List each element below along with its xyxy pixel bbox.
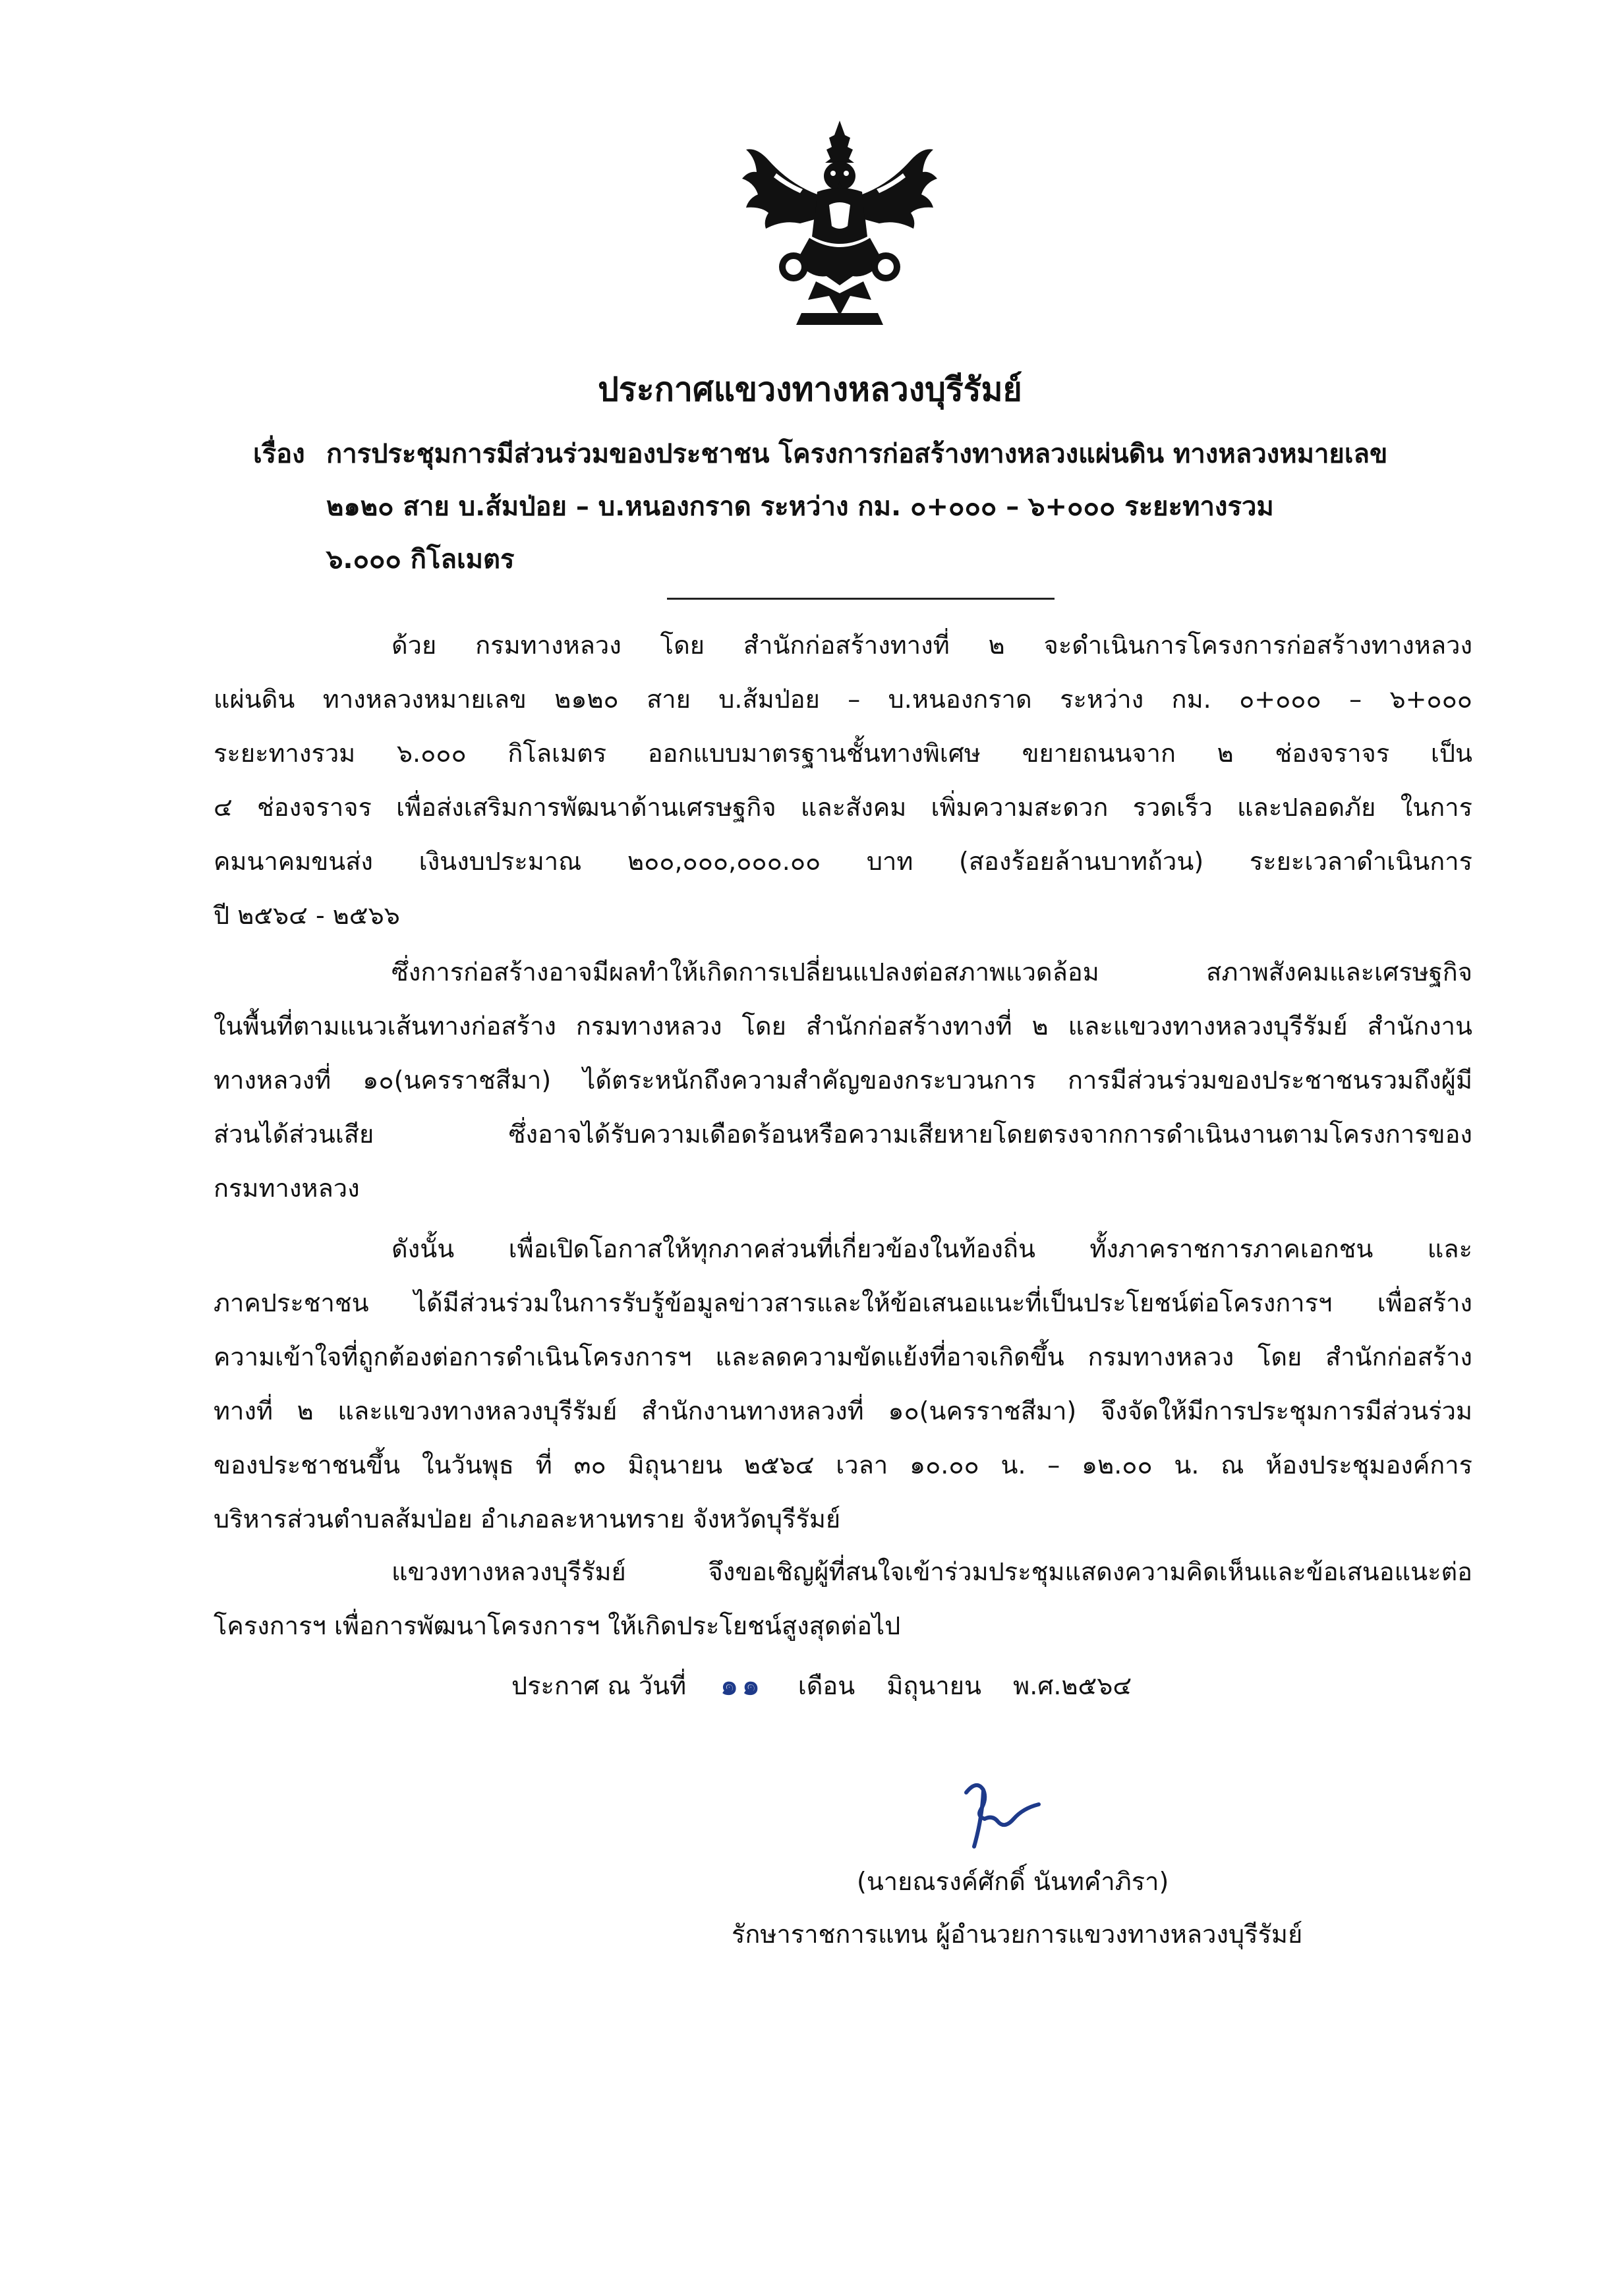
paragraph-line: แขวงทางหลวงบุรีรัมย์ จึงขอเชิญผู้ที่สนใจเข้าร่วมประชุมแสดงความคิดเห็นและข้อเสนอแนะต่อ [391,1557,1472,1586]
paragraph-line: ๔ ช่องจราจร เพื่อส่งเสริมการพัฒนาด้านเศรษฐกิจ และสังคม เพิ่มความสะดวก รวดเร็ว และปลอดภัย ในการ [214,793,1472,822]
announcement-date [511,1662,1132,1709]
divider-line [667,598,1055,600]
paragraph-line: ในพื้นที่ตามแนวเส้นทางก่อสร้าง กรมทางหลวง โดย สำนักก่อสร้างทางที่ ๒ และแขวงทางหลวงบุรีรัมย์ สำนักงาน [214,1012,1472,1041]
signer-title: รักษาราชการแทน ผู้อำนวยการแขวงทางหลวงบุรีรัมย์ [732,1920,1303,1949]
garuda-emblem-icon [737,121,942,330]
handwritten-signature [954,1773,1047,1858]
paragraph-line: คมนาคมขนส่ง เงินงบประมาณ ๒๐๐,๐๐๐,๐๐๐.๐๐ บาท (สองร้อยล้านบาทถ้วน) ระยะเวลาดำเนินการ [214,847,1472,876]
paragraph-line: ซึ่งการก่อสร้างอาจมีผลทำให้เกิดการเปลี่ยนแปลงต่อสภาพแวดล้อม สภาพสังคมและเศรษฐกิจ [391,958,1472,987]
paragraph-line: ด้วย กรมทางหลวง โดย สำนักก่อสร้างทางที่ ๒ จะดำเนินการโครงการก่อสร้างทางหลวง [391,631,1472,660]
paragraph-line: ความเข้าใจที่ถูกต้องต่อการดำเนินโครงการฯ และลดความขัดแย้งที่อาจเกิดขึ้น กรมทางหลวง โดย สำนักก่อสร้าง [214,1342,1472,1371]
subject-label: เรื่อง [253,439,305,469]
paragraph-line: ภาคประชาชน ได้มีส่วนร่วมในการรับรู้ข้อมูลข่าวสารและให้ข้อเสนอแนะที่เป็นประโยชน์ต่อโครงการฯ เพื่อสร้าง [214,1288,1472,1317]
announcement-prefix: ประกาศ ณ วันที่ [511,1671,687,1700]
paragraph-line: บริหารส่วนตำบลส้มป่อย อำเภอละหานทราย จังหวัดบุรีรัมย์ [214,1505,841,1534]
paragraph-line: แผ่นดิน ทางหลวงหมายเลข ๒๑๒๐ สาย บ.ส้มป่อย – บ.หนองกราด ระหว่าง กม. ๐+๐๐๐ – ๖+๐๐๐ [214,685,1472,714]
paragraph-line: ทางหลวงที่ ๑๐(นครราชสีมา) ได้ตระหนักถึงความสำคัญของกระบวนการ การมีส่วนร่วมของประชาชนรวมถึงผู้มี [214,1066,1472,1095]
paragraph-line: กรมทางหลวง [214,1174,360,1203]
paragraph-line: โครงการฯ เพื่อการพัฒนาโครงการฯ ให้เกิดประโยชน์สูงสุดต่อไป [214,1611,901,1640]
subject-line: ๒๑๒๐ สาย บ.ส้มป่อย – บ.หนองกราด ระหว่าง กม. ๐+๐๐๐ – ๖+๐๐๐ ระยะทางรวม [326,492,1274,522]
paragraph-line: ดังนั้น เพื่อเปิดโอกาสให้ทุกภาคส่วนที่เกี่ยวข้องในท้องถิ่น ทั้งภาคราชการภาคเอกชน และ [391,1234,1472,1263]
announcement-year: พ.ศ.๒๕๖๔ [1013,1671,1132,1700]
document-title: ประกาศแขวงทางหลวงบุรีรัมย์ [598,370,1022,409]
paragraph-line: ระยะทางรวม ๖.๐๐๐ กิโลเมตร ออกแบบมาตรฐานชั้นทางพิเศษ ขยายถนนจาก ๒ ช่องจราจร เป็น [214,739,1472,768]
announcement-month: มิถุนายน [886,1671,981,1700]
signer-name: (นายณรงค์ศักดิ์ นันทคำภิรา) [857,1867,1169,1896]
subject-line: การประชุมการมีส่วนร่วมของประชาชน โครงการก่อสร้างทางหลวงแผ่นดิน ทางหลวงหมายเลข [326,439,1388,469]
paragraph-line: ของประชาชนขึ้น ในวันพุธ ที่ ๓๐ มิถุนายน ๒๕๖๔ เวลา ๑๐.๐๐ น. – ๑๒.๐๐ น. ณ ห้องประชุมองค์การ [214,1450,1472,1479]
announcement-day: ๑๑ [720,1669,764,1701]
paragraph-line: ส่วนได้ส่วนเสีย ซึ่งอาจได้รับความเดือดร้อนหรือความเสียหายโดยตรงจากการดำเนินงานตามโครงการของ [214,1120,1472,1149]
paragraph-line: ปี ๒๕๖๔ - ๒๕๖๖ [214,901,400,930]
announcement-month-label: เดือน [797,1671,855,1700]
subject-line: ๖.๐๐๐ กิโลเมตร [326,544,515,575]
paragraph-line: ทางที่ ๒ และแขวงทางหลวงบุรีรัมย์ สำนักงานทางหลวงที่ ๑๐(นครราชสีมา) จึงจัดให้มีการประชุมการมีส่วนร่วม [214,1396,1472,1425]
